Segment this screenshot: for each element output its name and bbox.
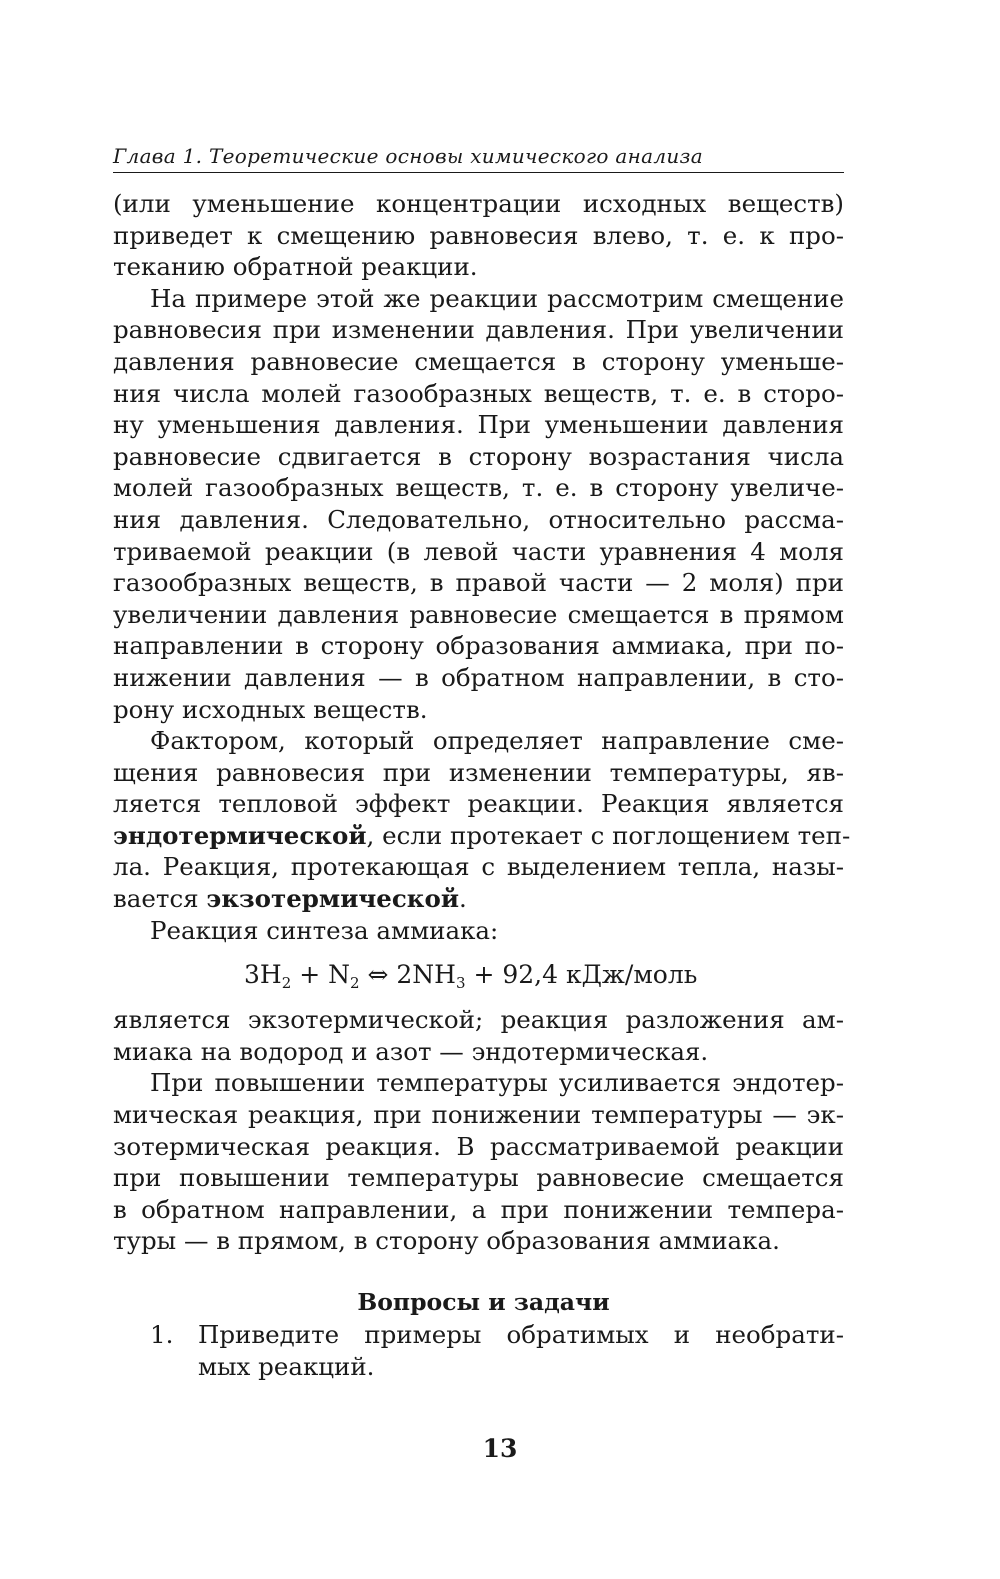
paragraph-3 [113, 725, 851, 915]
text-line: молей газообразных веществ, т. е. в сторону увеличе- [113, 473, 844, 503]
question-text: мых реакций. [198, 1351, 375, 1381]
text-line: равновесия при изменении давления. При увеличении [113, 315, 844, 345]
text-line: увеличении давления равновесие смещается в прямом [113, 599, 844, 629]
question-line [113, 1351, 844, 1383]
formula-subscript: 2 [281, 974, 292, 993]
text-line [113, 883, 844, 915]
text-line: миака на водород и азот — эндотермическая. [113, 1036, 709, 1066]
formula-subscript: 3 [455, 974, 466, 993]
equilibrium-arrow: ⇔ [359, 960, 397, 990]
text-line: нижении давления — в обратном направлении, в сто- [113, 662, 844, 692]
text-line: ну уменьшения давления. При уменьшении давления [113, 410, 844, 440]
paragraph-6 [113, 1067, 844, 1257]
text-line: направлении в сторону образования аммиака, при по- [113, 631, 844, 661]
text-line: ляется тепловой эффект реакции. Реакция является [113, 789, 844, 819]
running-head: Глава 1. Теоретические основы химического анализа [113, 144, 703, 168]
term-endothermic: эндотермической [113, 820, 367, 850]
text-line: зотермическая реакция. В рассматриваемой реакции [113, 1131, 844, 1161]
text-line: равновесие сдвигается в сторону возрастания числа [113, 441, 844, 471]
text-line [113, 820, 851, 852]
formula-subscript: 2 [349, 974, 360, 993]
paragraph-1 [113, 188, 844, 283]
text-line: На примере этой же реакции рассмотрим смещение [150, 283, 844, 313]
text-line: теканию обратной реакции. [113, 252, 478, 282]
text-line: в обратном направлении, а при понижении темпера- [113, 1194, 844, 1224]
paragraph-2 [113, 283, 844, 725]
text-fragment: , если протекает с поглощением теп- [366, 820, 851, 850]
text-line: рону исходных веществ. [113, 694, 428, 724]
text-line: туры — в прямом, в сторону образования аммиака. [113, 1226, 780, 1256]
formula-part: + 92,4 кДж/моль [465, 960, 698, 990]
question-line [113, 1319, 844, 1351]
text-line: ния числа молей газообразных веществ, т. е. в сторо- [113, 378, 844, 408]
text-line: триваемой реакции (в левой части уравнения 4 моля [113, 536, 844, 566]
header-rule [113, 172, 844, 173]
reaction-equation [113, 946, 844, 1004]
question-text: Приведите примеры обратимых и необрати- [198, 1320, 844, 1349]
question-item [113, 1319, 844, 1382]
paragraph-5 [113, 1004, 844, 1067]
formula-part: 3H [244, 960, 282, 990]
question-list [113, 1319, 844, 1382]
text-line: при повышении температуры равновесие смещается [113, 1163, 844, 1193]
text-line: (или уменьшение концентрации исходных веществ) [113, 189, 844, 218]
text-line: При повышении температуры усиливается эндотер- [150, 1068, 844, 1098]
text-line: ния давления. Следовательно, относительно рассма- [113, 504, 844, 534]
text-line: ла. Реакция, протекающая с выделением тепла, назы- [113, 852, 844, 882]
text-line: давления равновесие смещается в сторону уменьше- [113, 346, 844, 376]
page-number: 13 [482, 1434, 518, 1463]
section-heading: Вопросы и задачи [357, 1288, 610, 1316]
paragraph-4: Реакция синтеза аммиака: [150, 915, 499, 945]
text-line: приведет к смещению равновесия влево, т. е. к про- [113, 220, 844, 250]
text-fragment: . [459, 884, 467, 914]
text-fragment: вается [113, 884, 207, 914]
text-line: газообразных веществ, в правой части — 2 моля) при [113, 568, 844, 598]
page-body [113, 188, 851, 1382]
formula-part: + N [291, 960, 350, 990]
text-line: мическая реакция, при понижении температуры — эк- [113, 1100, 844, 1130]
text-line: Фактором, который определяет направление сме- [150, 726, 844, 756]
question-number: 1. [150, 1320, 174, 1349]
section-spacer [113, 1257, 844, 1285]
text-line: является экзотермической; реакция разложения ам- [113, 1005, 844, 1035]
text-line: щения равновесия при изменении температуры, яв- [113, 757, 844, 787]
formula-part: 2NH [396, 960, 456, 990]
term-exothermic: экзотермической [206, 884, 460, 914]
